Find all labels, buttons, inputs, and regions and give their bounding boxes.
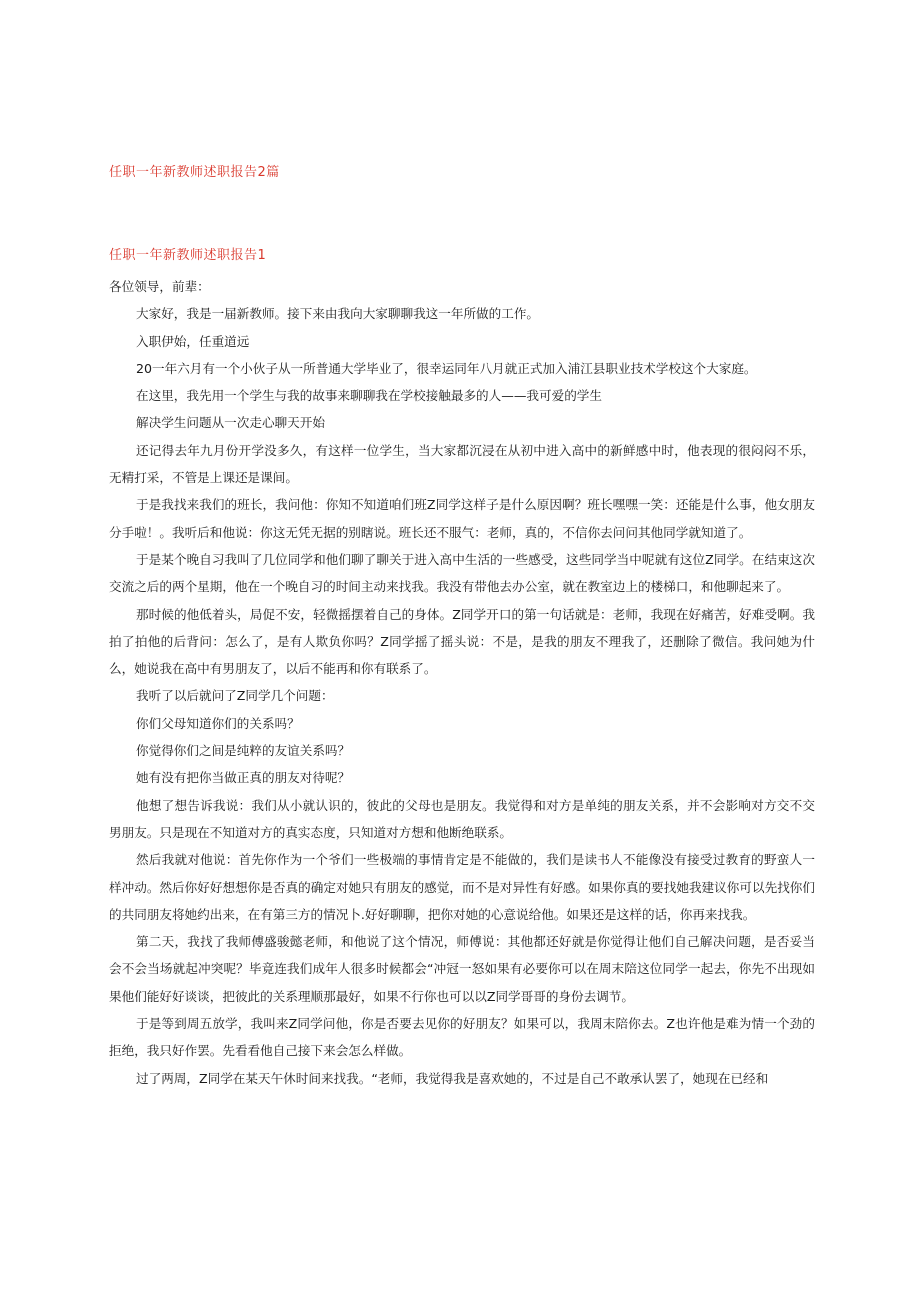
paragraph: 你觉得你们之间是纯粹的友谊关系吗？ (136, 743, 351, 759)
paragraph: 然后我就对他说：首先你作为一个爷们一些极端的事情肯定是不能做的，我们是读书人不能像没有接受过教育的野蛮人一样冲动。然后你好好想想你是否真的确定对她只有朋友的感觉，而不是对异性有好感。如果你真的要找她我建议你可以先找你们的共同朋友将她约出来，在有第三方的情况卜.好好聊聊，把你对她的心意说给他。如果还是这样的话，你再来找我。 (109, 852, 815, 922)
paragraph: 第二天，我找了我师傅盛骏懿老师，和他说了这个情况，师傅说：其他都还好就是你觉得让他们自己解决问题，是否妥当会不会当场就起冲突呢？毕竟连我们成年人很多时候都会“冲冠一怒如果有必要你可以在周末陪这位同学一起去，你先不出现如果他们能好好谈谈，把彼此的关系理顺那最好，如果不行你也可以以Z同学哥哥的身份去调节。 (109, 934, 815, 1004)
paragraph: 于是我找来我们的班长，我问他：你知不知道咱们班Z同学这样子是什么原因啊？班长嘿嘿一笑：还能是什么事，他女朋友分手啦！。我听后和他说：你这无凭无据的别瞎说。班长还不服气：老师，真的，不信你去问问其他同学就知道了。 (109, 497, 815, 540)
paragraph: 我听了以后就问了Z同学几个问题： (136, 688, 334, 704)
paragraph: 入职伊始，任重道远 (136, 333, 250, 349)
paragraph: 于是等到周五放学，我叫来Z同学问他，你是否要去见你的好朋友？如果可以，我周末陪你去。Z也许他是难为情一个劲的拒绝，我只好作罢。先看看他自己接下来会怎么样做。 (109, 1016, 815, 1059)
section-title: 任职一年新教师述职报告1 (109, 248, 267, 263)
paragraph: 她有没有把你当做正真的朋友对待呢？ (136, 770, 351, 786)
paragraph-list (109, 273, 815, 1092)
paragraph: 你们父母知道你们的关系吗？ (136, 715, 300, 731)
paragraph: 在这里，我先用一个学生与我的故事来聊聊我在学校接触最多的人——我可爱的学生 (136, 388, 602, 404)
paragraph: 他想了想告诉我说：我们从小就认识的，彼此的父母也是朋友。我觉得和对方是单纯的朋友关系，并不会影响对方交不交男朋友。只是现在不知道对方的真实态度，只知道对方想和他断绝联系。 (109, 797, 815, 840)
paragraph: 各位领导，前辈： (109, 279, 210, 294)
document-title: 任职一年新教师述职报告2篇 (109, 165, 280, 180)
paragraph: 大家好，我是一届新教师。接下来由我向大家聊聊我这一年所做的工作。 (136, 306, 539, 322)
paragraph: 还记得去年九月份开学没多久，有这样一位学生，当大家都沉浸在从初中进入高中的新鲜感中时，他表现的很闷闷不乐，无精打采，不管是上课还是课间。 (109, 442, 815, 486)
document-body (109, 246, 815, 1092)
paragraph: 过了两周，Z同学在某天午休时间来找我。“老师，我觉得我是喜欢她的，不过是自己不敢承认罢了，她现在已经和 (136, 1070, 769, 1086)
paragraph: 20一年六月有一个小伙子从一所普通大学毕业了，很幸运同年八月就正式加入浦江县职业技术学校这个大家庭。 (136, 360, 757, 376)
paragraph: 于是某个晚自习我叫了几位同学和他们聊了聊关于进入高中生活的一些感受，这些同学当中呢就有这位Z同学。在结束这次交流之后的两个星期，他在一个晚自习的时间主动来找我。我没有带他去办公室，就在教室边上的楼梯口，和他聊起来了。 (109, 551, 815, 595)
paragraph: 那时候的他低着头，局促不安，轻微摇摆着自己的身体。Z同学开口的第一句话就是：老师，我现在好痛苦，好难受啊。我拍了拍他的后背问：怎么了，是有人欺负你吗？Z同学摇了摇头说：不是，是我的朋友不理我了，还删除了微信。我问她为什么，她说我在高中有男朋友了，以后不能再和你有联系了。 (109, 606, 815, 677)
paragraph: 解决学生问题从一次走心聊天开始 (136, 415, 325, 431)
